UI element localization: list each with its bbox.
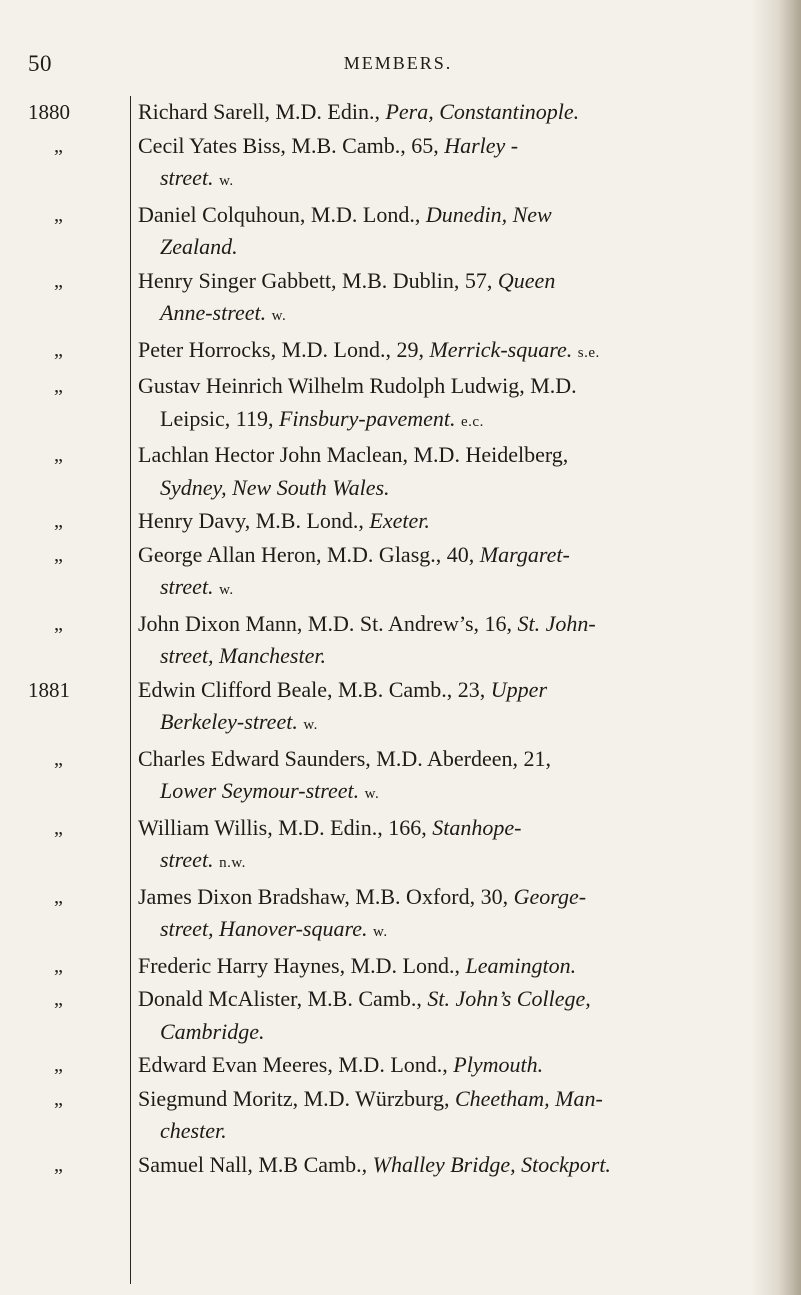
entry-line — [138, 130, 765, 163]
member-text — [138, 539, 765, 608]
address-text: street. — [160, 165, 214, 190]
address-text: Stanhope- — [432, 814, 522, 840]
member-text — [138, 812, 765, 881]
entry-line — [138, 881, 765, 914]
member-name-text: Leipsic, 119, — [160, 405, 279, 431]
address-text: Exeter. — [369, 508, 430, 533]
entry-line — [138, 162, 765, 198]
member-entry — [0, 370, 801, 439]
entry-line — [138, 983, 765, 1016]
election-year: „ — [54, 134, 63, 157]
member-name-text: Peter Horrocks, M.D. Lond., 29, — [138, 336, 430, 362]
entry-line — [138, 812, 765, 845]
member-entry — [0, 439, 801, 505]
postal-district: w. — [373, 924, 388, 940]
entry-line — [138, 913, 765, 949]
address-text: Lower Seymour-street. — [160, 778, 360, 803]
member-name-text: Edwin Clifford Beale, M.B. Camb., 23, — [138, 676, 491, 702]
member-name-text: Donald McAlister, M.B. Camb., — [138, 986, 428, 1011]
election-year: „ — [54, 1054, 63, 1076]
member-entry — [0, 334, 801, 371]
entry-line — [138, 334, 765, 370]
address-text: Berkeley-street. — [160, 709, 298, 734]
member-entry — [0, 1149, 801, 1183]
member-entry — [0, 539, 801, 608]
postal-district: w. — [219, 173, 234, 189]
address-text: St. John- — [517, 610, 596, 636]
member-name-text: Daniel Colquhoun, M.D. Lond., — [138, 201, 426, 227]
entry-line — [138, 231, 765, 264]
member-entry — [0, 983, 801, 1049]
member-name-text: Gustav Heinrich Wilhelm Rudolph Ludwig, M.D. — [138, 373, 577, 398]
member-entry — [0, 881, 801, 950]
member-entry — [0, 1049, 801, 1083]
page-header — [28, 51, 768, 81]
entry-line — [138, 571, 765, 607]
address-text: street, Manchester. — [160, 643, 326, 668]
entry-line — [138, 1016, 765, 1049]
member-entry — [0, 812, 801, 881]
postal-district: w. — [271, 308, 287, 324]
entry-line — [138, 950, 765, 983]
member-name-text: Lachlan Hector John Maclean, M.D. Heidelberg, — [138, 442, 569, 467]
entry-line — [138, 674, 765, 707]
entry-line — [138, 844, 765, 880]
entry-line — [138, 1083, 765, 1116]
entry-line — [138, 199, 765, 232]
member-entry — [0, 950, 801, 984]
member-entry — [0, 743, 801, 812]
election-year: „ — [54, 1087, 63, 1110]
election-year: „ — [54, 203, 63, 226]
address-text: Upper — [490, 676, 548, 702]
member-name-text: Frederic Harry Haynes, M.D. Lond., — [138, 952, 466, 978]
entry-line — [138, 96, 765, 129]
address-text: chester. — [160, 1118, 227, 1143]
entry-line — [138, 775, 765, 811]
member-name-text: Henry Davy, M.B. Lond., — [138, 508, 370, 533]
postal-district: n.w. — [219, 855, 246, 871]
entry-line — [138, 297, 765, 333]
member-name-text: Cecil Yates Biss, M.B. Camb., 65, — [138, 132, 445, 158]
entry-line — [138, 505, 765, 538]
election-year: „ — [54, 816, 63, 839]
entry-line — [138, 640, 765, 673]
address-text: Margaret- — [479, 541, 570, 567]
member-text — [138, 743, 765, 812]
address-text: Whalley Bridge, Stockport. — [372, 1151, 611, 1177]
election-year: „ — [54, 269, 63, 292]
election-year: „ — [54, 543, 63, 566]
election-year: „ — [54, 747, 63, 770]
member-text — [138, 439, 765, 505]
member-text — [138, 881, 765, 950]
member-name-text: Edward Evan Meeres, M.D. Lond., — [138, 1052, 454, 1077]
entry-line — [138, 1049, 765, 1082]
election-year: 1880 — [28, 100, 70, 124]
election-year: „ — [54, 375, 63, 397]
member-list — [0, 96, 801, 1182]
election-year: 1881 — [28, 677, 70, 702]
member-text — [138, 96, 765, 130]
member-text — [138, 370, 765, 439]
address-text: St. John’s College, — [427, 986, 591, 1011]
election-year: „ — [54, 338, 63, 361]
address-text: Anne-street. — [160, 300, 267, 325]
member-entry — [0, 265, 801, 334]
entry-line — [138, 439, 765, 472]
member-name-text: John Dixon Mann, M.D. St. Andrew’s, 16, — [138, 610, 518, 636]
entry-line — [138, 743, 765, 776]
member-entry — [0, 199, 801, 265]
member-name-text: Samuel Nall, M.B Camb., — [138, 1151, 373, 1177]
entry-line — [138, 608, 765, 641]
address-text: Plymouth. — [453, 1052, 544, 1077]
member-text — [138, 950, 765, 984]
address-text: Cambridge. — [160, 1018, 265, 1044]
postal-district: w. — [219, 582, 234, 598]
address-text: street, Hanover-square. — [160, 916, 368, 941]
address-text: Cheetham, Man- — [454, 1085, 603, 1111]
entry-line — [138, 472, 765, 505]
election-year: „ — [54, 885, 63, 908]
member-text — [138, 1083, 765, 1149]
address-text: Merrick-square. — [429, 336, 573, 362]
member-entry — [0, 608, 801, 674]
address-text: Dunedin, New — [425, 201, 552, 227]
postal-district: w. — [303, 717, 318, 733]
page-number: 50 — [28, 51, 52, 76]
member-name-text: Charles Edward Saunders, M.D. Aberdeen, 21, — [138, 745, 552, 771]
member-text — [138, 334, 765, 371]
address-text: Sydney, New South Wales. — [160, 474, 390, 500]
member-text — [138, 1149, 765, 1183]
member-entry — [0, 674, 801, 743]
address-text: street. — [160, 574, 214, 599]
member-entry — [0, 96, 801, 130]
election-year: „ — [54, 612, 63, 635]
member-text — [138, 130, 765, 199]
member-text — [138, 608, 765, 674]
entry-line — [138, 403, 765, 439]
member-entry — [0, 130, 801, 199]
entry-line — [138, 265, 765, 298]
election-year: „ — [54, 444, 63, 466]
member-name-text: George Allan Heron, M.D. Glasg., 40, — [138, 541, 480, 567]
address-text: street. — [160, 847, 214, 872]
entry-line — [138, 1149, 765, 1182]
member-text — [138, 1049, 765, 1083]
address-text: Zealand. — [160, 234, 238, 259]
postal-district: w. — [364, 786, 380, 802]
member-text — [138, 674, 765, 743]
member-name-text: James Dixon Bradshaw, M.B. Oxford, 30, — [138, 883, 514, 909]
address-text: Leamington. — [465, 952, 577, 978]
member-text — [138, 505, 765, 539]
entry-line — [138, 1115, 765, 1148]
member-name-text: Richard Sarell, M.D. Edin., — [138, 99, 386, 124]
member-text — [138, 199, 765, 265]
member-text — [138, 983, 765, 1049]
postal-district: s.e. — [577, 344, 600, 361]
member-name-text: William Willis, M.D. Edin., 166, — [138, 814, 433, 840]
election-year: „ — [54, 1153, 63, 1176]
election-year: „ — [54, 954, 63, 977]
address-text: Finsbury-pavement. — [278, 405, 456, 431]
address-text: Queen — [497, 267, 556, 293]
member-name-text: Siegmund Moritz, M.D. Würzburg, — [138, 1085, 455, 1111]
entry-line — [138, 539, 765, 572]
member-entry — [0, 505, 801, 539]
entry-line — [138, 370, 765, 403]
entry-line — [138, 706, 765, 742]
election-year: „ — [54, 510, 63, 532]
member-name-text: Henry Singer Gabbett, M.B. Dublin, 57, — [138, 267, 498, 293]
member-entry — [0, 1083, 801, 1149]
postal-district: e.c. — [461, 413, 484, 430]
address-text: Harley - — [444, 132, 519, 158]
election-year: „ — [54, 988, 63, 1010]
address-text: George- — [513, 883, 587, 909]
member-text — [138, 265, 765, 334]
address-text: Pera, Constantinople. — [385, 99, 580, 124]
running-title: MEMBERS. — [343, 53, 453, 73]
